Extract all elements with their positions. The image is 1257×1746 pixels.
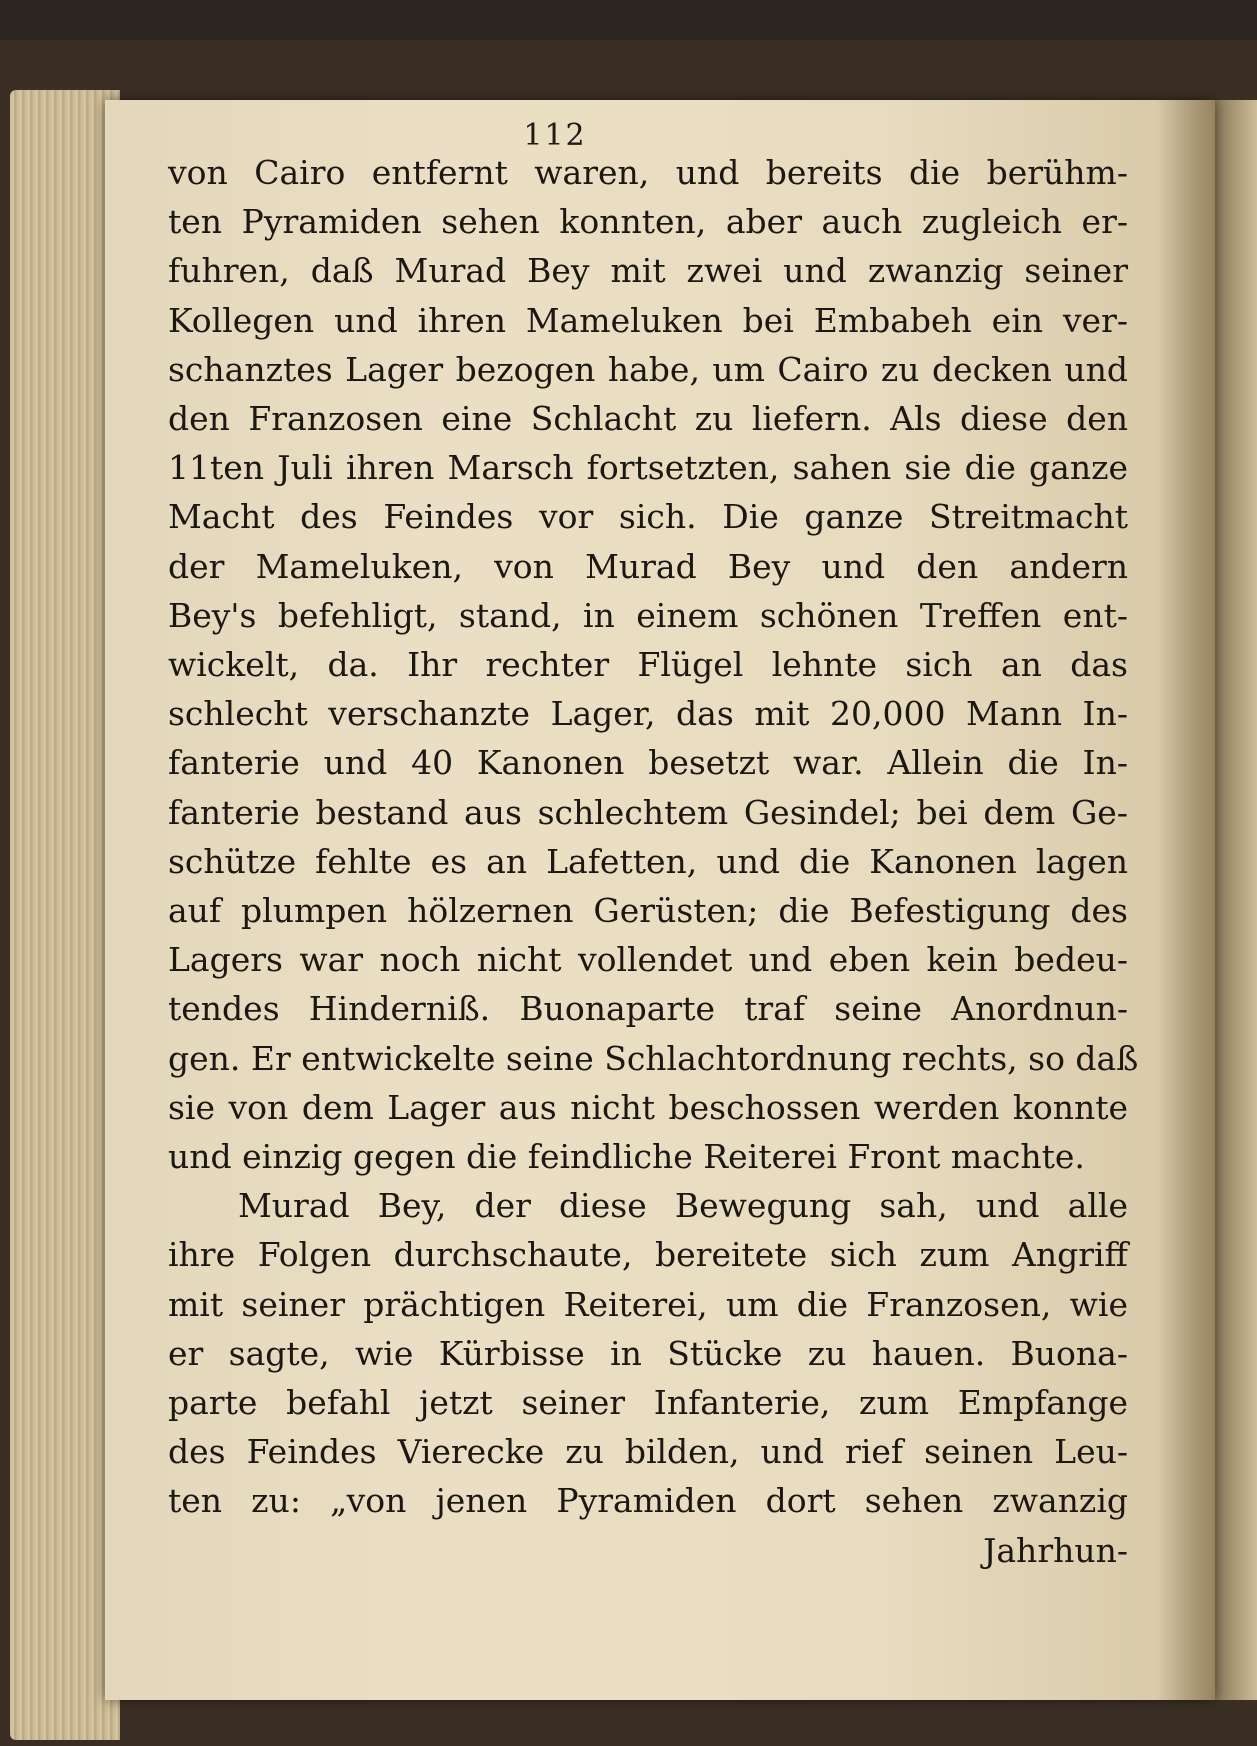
text-line: Kollegen und ihren Mameluken bei Embabeh ein ver-: [168, 300, 1128, 340]
text-line: des Feindes Vierecke zu bilden, und rief seinen Leu-: [168, 1432, 1128, 1472]
text-line: Murad Bey, der diese Bewegung sah, und alle: [238, 1186, 1128, 1226]
text-line: fanterie bestand aus schlechtem Gesindel; bei dem Ge-: [168, 792, 1128, 832]
text-line: Macht des Feindes vor sich. Die ganze Streitmacht: [168, 497, 1128, 537]
text-line: tendes Hinderniß. Buonaparte traf seine Anordnun-: [168, 989, 1128, 1029]
text-line: der Mameluken, von Murad Bey und den andern: [168, 546, 1128, 586]
text-line: ten Pyramiden sehen konnten, aber auch zugleich er-: [168, 202, 1128, 242]
text-line: 11ten Juli ihren Marsch fortsetzten, sahen sie die ganze: [168, 448, 1128, 488]
text-line: mit seiner prächtigen Reiterei, um die Franzosen, wie: [168, 1284, 1128, 1324]
text-line: ihre Folgen durchschaute, bereitete sich zum Angriff: [168, 1235, 1128, 1275]
gutter-shadow: [1155, 100, 1215, 1700]
text-line: wickelt, da. Ihr rechter Flügel lehnte sich an das: [168, 645, 1128, 685]
text-line: schütze fehlte es an Lafetten, und die Kanonen lagen: [168, 841, 1128, 881]
text-line: den Franzosen eine Schlacht zu liefern. Als diese den: [168, 399, 1128, 439]
text-line: von Cairo entfernt waren, und bereits die berühm-: [168, 153, 1128, 192]
text-line: fuhren, daß Murad Bey mit zwei und zwanzig seiner: [168, 251, 1128, 291]
text-line: er sagte, wie Kürbisse in Stücke zu hauen. Buona-: [168, 1333, 1128, 1373]
body-text: [168, 148, 1139, 1575]
text-line: Bey's befehligt, stand, in einem schönen Treffen ent-: [168, 595, 1128, 635]
page-edges: [10, 90, 120, 1740]
catchword: Jahrhun-: [983, 1530, 1128, 1570]
text-line: schlecht verschanzte Lager, das mit 20,000 Mann In-: [168, 694, 1128, 734]
text-line: ten zu: „von jenen Pyramiden dort sehen zwanzig: [168, 1481, 1128, 1521]
text-line: parte befahl jetzt seiner Infanterie, zum Empfange: [168, 1383, 1128, 1423]
text-line: fanterie und 40 Kanonen besetzt war. Allein die In-: [168, 743, 1128, 783]
text-line: und einzig gegen die feindliche Reiterei Front machte.: [168, 1137, 1085, 1177]
facing-page-edge: [1215, 100, 1257, 1700]
text-line: Lagers war noch nicht vollendet und eben kein bedeu-: [168, 940, 1128, 980]
text-line: schanztes Lager bezogen habe, um Cairo zu decken und: [168, 349, 1128, 389]
text-line: auf plumpen hölzernen Gerüsten; die Befestigung des: [168, 891, 1128, 931]
page-number: 112: [523, 118, 587, 153]
text-line: sie von dem Lager aus nicht beschossen werden konnte: [168, 1087, 1128, 1127]
text-line: gen. Er entwickelte seine Schlachtordnung rechts, so daß: [168, 1038, 1139, 1078]
